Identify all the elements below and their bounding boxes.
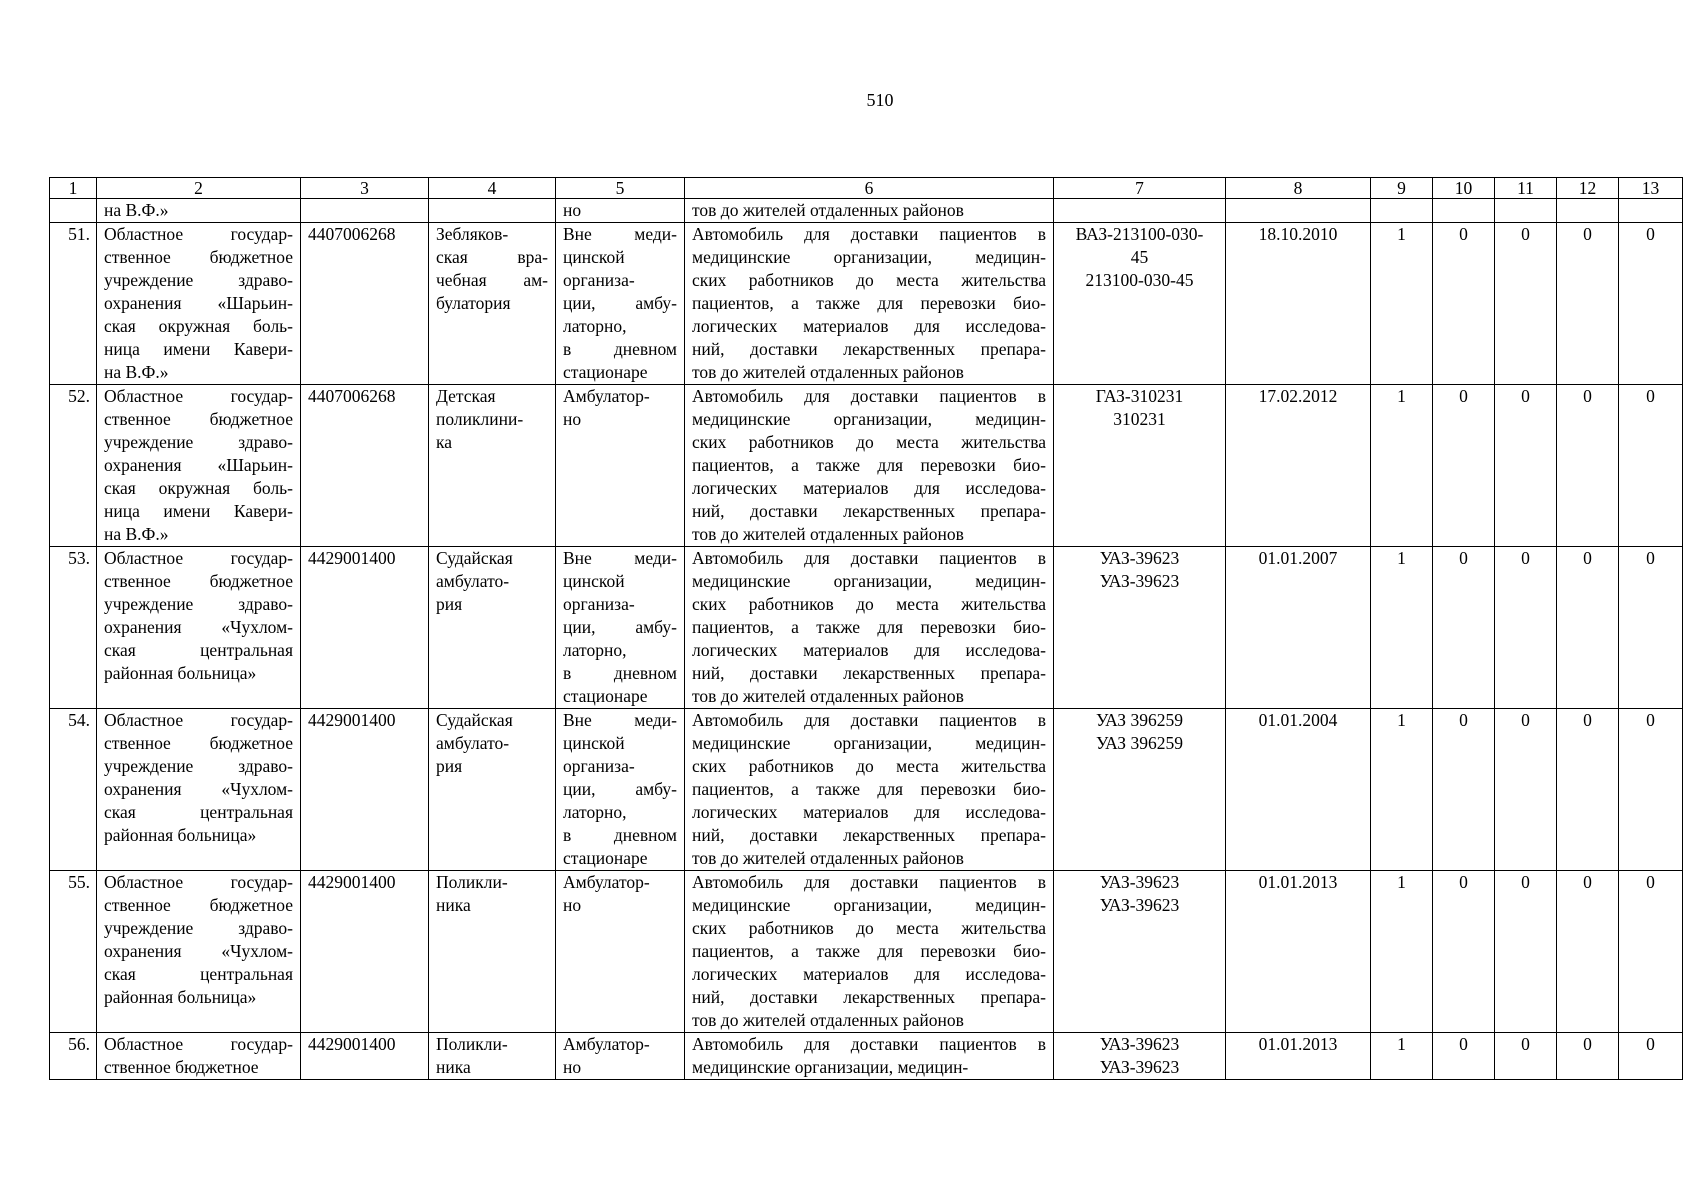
cell-line: стационаре	[563, 848, 648, 868]
cell-line: медицинские организации, медицин-	[692, 409, 1046, 429]
cell-model	[1054, 223, 1226, 385]
cell-purpose	[685, 1033, 1054, 1080]
cell-line: Детская	[436, 386, 496, 406]
cell-line: логических материалов для исследова-	[692, 802, 1046, 822]
cell-inn	[301, 199, 429, 223]
cell-line: Областное государ-	[104, 548, 293, 568]
cell-line: УАЗ 396259	[1096, 733, 1183, 753]
cell-c13: 0	[1619, 385, 1683, 547]
cell-line: учреждение здраво-	[104, 918, 293, 938]
cell-line: цинской	[563, 733, 625, 753]
cell-line: медицинские организации, медицин-	[692, 571, 1046, 591]
cell-num: 56.	[50, 1033, 97, 1080]
cell-line: ская окружная боль-	[104, 478, 293, 498]
cell-line: логических материалов для исследова-	[692, 316, 1046, 336]
cell-line: ний, доставки лекарственных препара-	[692, 501, 1046, 521]
cell-line: Вне меди-	[563, 710, 677, 730]
cell-line: булатория	[436, 293, 511, 313]
cell-line: ская центральная	[104, 964, 293, 984]
cell-inn: 4429001400	[301, 871, 429, 1033]
cell-line: Поликли-	[436, 872, 508, 892]
cell-c9: 1	[1371, 871, 1433, 1033]
cell-purpose	[685, 547, 1054, 709]
cell-line: ская центральная	[104, 640, 293, 660]
cell-line: УАЗ-39623	[1099, 872, 1180, 892]
cell-line: охранения «Шарьин-	[104, 293, 293, 313]
cell-c10: 0	[1433, 547, 1495, 709]
cell-line: пациентов, а также для перевозки био-	[692, 779, 1046, 799]
cell-line: пациентов, а также для перевозки био-	[692, 293, 1046, 313]
cell-c11: 0	[1495, 709, 1557, 871]
cell-line: на В.Ф.»	[104, 524, 169, 544]
cell-inn: 4407006268	[301, 223, 429, 385]
cell-c13: 0	[1619, 547, 1683, 709]
cell-line: ница имени Кавери-	[104, 501, 293, 521]
cell-c13: 0	[1619, 1033, 1683, 1080]
cell-line: в дневном	[563, 825, 677, 845]
cell-line: Вне меди-	[563, 548, 677, 568]
cell-purpose	[685, 385, 1054, 547]
table-row	[50, 709, 1683, 871]
cell-line: амбулато-	[436, 733, 510, 753]
cell-condition	[556, 709, 685, 871]
cell-c10: 0	[1433, 871, 1495, 1033]
column-header-1: 1	[50, 178, 97, 199]
cell-line: учреждение здраво-	[104, 756, 293, 776]
cell-c13: 0	[1619, 223, 1683, 385]
column-header-11: 11	[1495, 178, 1557, 199]
cell-line: рия	[436, 594, 463, 614]
column-header-12: 12	[1557, 178, 1619, 199]
cell-line: ственное бюджетное	[104, 571, 293, 591]
cell-line: тов до жителей отдаленных районов	[692, 524, 964, 544]
cell-line: чебная ам-	[436, 270, 548, 290]
cell-line: 45	[1130, 247, 1149, 267]
cell-model	[1054, 199, 1226, 223]
cell-organization	[97, 547, 301, 709]
column-header-8: 8	[1226, 178, 1371, 199]
cell-line: организа-	[563, 594, 635, 614]
column-header-5: 5	[556, 178, 685, 199]
cell-unit	[429, 547, 556, 709]
cell-line: пациентов, а также для перевозки био-	[692, 941, 1046, 961]
cell-c9: 1	[1371, 547, 1433, 709]
cell-num: 53.	[50, 547, 97, 709]
cell-date: 01.01.2007	[1226, 547, 1371, 709]
cell-c13	[1619, 199, 1683, 223]
cell-line: ских работников до места жительства	[692, 432, 1046, 452]
cell-line: ника	[436, 1057, 471, 1077]
cell-line: поликлини-	[436, 409, 524, 429]
cell-line: ских работников до места жительства	[692, 270, 1046, 290]
cell-line: латорно,	[563, 640, 627, 660]
cell-c9: 1	[1371, 1033, 1433, 1080]
cell-purpose	[685, 223, 1054, 385]
cell-line: охранения «Чухлом-	[104, 941, 293, 961]
cell-model	[1054, 385, 1226, 547]
page-number: 510	[866, 90, 894, 110]
cell-line: Автомобиль для доставки пациентов в	[692, 386, 1046, 406]
cell-purpose	[685, 709, 1054, 871]
cell-date: 17.02.2012	[1226, 385, 1371, 547]
cell-c9: 1	[1371, 223, 1433, 385]
cell-date	[1226, 199, 1371, 223]
cell-c11: 0	[1495, 871, 1557, 1033]
cell-c12: 0	[1557, 709, 1619, 871]
cell-unit	[429, 709, 556, 871]
cell-line: УАЗ-39623	[1099, 548, 1180, 568]
cell-line: ских работников до места жительства	[692, 918, 1046, 938]
cell-line: охранения «Чухлом-	[104, 617, 293, 637]
cell-line: амбулато-	[436, 571, 510, 591]
cell-line: Судайская	[436, 548, 513, 568]
cell-line: районная больница»	[104, 825, 257, 845]
cell-inn: 4429001400	[301, 547, 429, 709]
cell-condition	[556, 223, 685, 385]
cell-model	[1054, 1033, 1226, 1080]
cell-line: районная больница»	[104, 663, 257, 683]
cell-model	[1054, 547, 1226, 709]
cell-condition	[556, 1033, 685, 1080]
cell-line: 310231	[1113, 409, 1166, 429]
cell-c9: 1	[1371, 709, 1433, 871]
cell-line: Автомобиль для доставки пациентов в	[692, 710, 1046, 730]
table-row	[50, 385, 1683, 547]
vehicle-registry-table	[49, 177, 1683, 1080]
cell-line: Областное государ-	[104, 386, 293, 406]
continuation-row	[50, 199, 1683, 223]
cell-line: тов до жителей отдаленных районов	[692, 848, 964, 868]
cell-c12: 0	[1557, 223, 1619, 385]
cell-line: Вне меди-	[563, 224, 677, 244]
cell-line: но	[563, 895, 582, 915]
cell-model	[1054, 871, 1226, 1033]
cell-line: ка	[436, 432, 453, 452]
cell-c11: 0	[1495, 385, 1557, 547]
cell-line: ГАЗ-310231	[1095, 386, 1184, 406]
cell-organization	[97, 223, 301, 385]
column-header-4: 4	[429, 178, 556, 199]
column-header-10: 10	[1433, 178, 1495, 199]
column-header-6: 6	[685, 178, 1054, 199]
cell-line: в дневном	[563, 663, 677, 683]
cell-line: логических материалов для исследова-	[692, 640, 1046, 660]
cell-line: 213100-030-45	[1085, 270, 1194, 290]
cell-line: логических материалов для исследова-	[692, 964, 1046, 984]
cell-line: цинской	[563, 247, 625, 267]
cell-line: но	[563, 409, 582, 429]
cell-line: латорно,	[563, 802, 627, 822]
cell-purpose	[685, 871, 1054, 1033]
cell-line: логических материалов для исследова-	[692, 478, 1046, 498]
cell-organization: на В.Ф.»	[97, 199, 301, 223]
cell-unit	[429, 199, 556, 223]
cell-line: ний, доставки лекарственных препара-	[692, 825, 1046, 845]
cell-line: медицинские организации, медицин-	[692, 247, 1046, 267]
cell-c9	[1371, 199, 1433, 223]
cell-organization	[97, 385, 301, 547]
cell-line: УАЗ 396259	[1096, 710, 1183, 730]
cell-line: учреждение здраво-	[104, 270, 293, 290]
cell-line: ний, доставки лекарственных препара-	[692, 663, 1046, 683]
cell-line: ции, амбу-	[563, 617, 677, 637]
cell-line: учреждение здраво-	[104, 594, 293, 614]
cell-unit	[429, 385, 556, 547]
column-header-13: 13	[1619, 178, 1683, 199]
cell-condition	[556, 871, 685, 1033]
cell-purpose: тов до жителей отдаленных районов	[685, 199, 1054, 223]
cell-num: 52.	[50, 385, 97, 547]
cell-line: районная больница»	[104, 987, 257, 1007]
cell-line: Автомобиль для доставки пациентов в	[692, 1034, 1046, 1054]
cell-line: тов до жителей отдаленных районов	[692, 362, 964, 382]
cell-line: УАЗ-39623	[1099, 1057, 1180, 1077]
cell-line: Областное государ-	[104, 224, 293, 244]
cell-line: Автомобиль для доставки пациентов в	[692, 872, 1046, 892]
cell-line: Судайская	[436, 710, 513, 730]
cell-line: ская вра-	[436, 247, 548, 267]
cell-line: цинской	[563, 571, 625, 591]
cell-line: пациентов, а также для перевозки био-	[692, 617, 1046, 637]
cell-line: ских работников до места жительства	[692, 594, 1046, 614]
cell-line: Областное государ-	[104, 872, 293, 892]
cell-line: Автомобиль для доставки пациентов в	[692, 224, 1046, 244]
cell-line: охранения «Чухлом-	[104, 779, 293, 799]
cell-condition	[556, 385, 685, 547]
cell-c11: 0	[1495, 1033, 1557, 1080]
table-row	[50, 871, 1683, 1033]
cell-line: Зебляков-	[436, 224, 509, 244]
cell-num: 51.	[50, 223, 97, 385]
cell-line: ственное бюджетное	[104, 895, 293, 915]
cell-unit	[429, 223, 556, 385]
cell-line: ница имени Кавери-	[104, 339, 293, 359]
cell-line: ции, амбу-	[563, 293, 677, 313]
cell-line: УАЗ-39623	[1099, 1034, 1180, 1054]
column-header-2: 2	[97, 178, 301, 199]
cell-c13: 0	[1619, 709, 1683, 871]
cell-organization	[97, 709, 301, 871]
cell-date: 01.01.2013	[1226, 1033, 1371, 1080]
column-header-3: 3	[301, 178, 429, 199]
cell-date: 18.10.2010	[1226, 223, 1371, 385]
cell-line: ская центральная	[104, 802, 293, 822]
cell-line: в дневном	[563, 339, 677, 359]
cell-line: УАЗ-39623	[1099, 571, 1180, 591]
cell-condition: но	[556, 199, 685, 223]
cell-date: 01.01.2004	[1226, 709, 1371, 871]
cell-line: тов до жителей отдаленных районов	[692, 1010, 964, 1030]
cell-model	[1054, 709, 1226, 871]
cell-line: на В.Ф.»	[104, 362, 169, 382]
cell-line: медицинские организации, медицин-	[692, 1057, 969, 1077]
cell-line: ний, доставки лекарственных препара-	[692, 339, 1046, 359]
cell-inn: 4429001400	[301, 709, 429, 871]
cell-c10: 0	[1433, 223, 1495, 385]
cell-line: Амбулатор-	[563, 1034, 650, 1054]
cell-date: 01.01.2013	[1226, 871, 1371, 1033]
cell-line: латорно,	[563, 316, 627, 336]
column-header-7: 7	[1054, 178, 1226, 199]
cell-c12	[1557, 199, 1619, 223]
cell-line: организа-	[563, 270, 635, 290]
cell-line: медицинские организации, медицин-	[692, 733, 1046, 753]
table-header-row	[50, 178, 1683, 199]
cell-num: 55.	[50, 871, 97, 1033]
cell-line: Автомобиль для доставки пациентов в	[692, 548, 1046, 568]
cell-line: охранения «Шарьин-	[104, 455, 293, 475]
cell-line: стационаре	[563, 362, 648, 382]
cell-organization	[97, 871, 301, 1033]
cell-line: УАЗ-39623	[1099, 895, 1180, 915]
cell-line: ственное бюджетное	[104, 1057, 259, 1077]
cell-line: учреждение здраво-	[104, 432, 293, 452]
cell-c11	[1495, 199, 1557, 223]
column-header-9: 9	[1371, 178, 1433, 199]
cell-num: 54.	[50, 709, 97, 871]
cell-c11: 0	[1495, 223, 1557, 385]
cell-line: ская окружная боль-	[104, 316, 293, 336]
cell-line: Областное государ-	[104, 710, 293, 730]
cell-c12: 0	[1557, 385, 1619, 547]
cell-line: Амбулатор-	[563, 872, 650, 892]
cell-line: пациентов, а также для перевозки био-	[692, 455, 1046, 475]
cell-line: но	[563, 1057, 582, 1077]
cell-line: Областное государ-	[104, 1034, 293, 1054]
cell-num	[50, 199, 97, 223]
cell-line: ции, амбу-	[563, 779, 677, 799]
cell-line: ника	[436, 895, 471, 915]
cell-line: стационаре	[563, 686, 648, 706]
cell-line: ственное бюджетное	[104, 409, 293, 429]
table-row	[50, 547, 1683, 709]
cell-unit	[429, 1033, 556, 1080]
table-row	[50, 223, 1683, 385]
cell-c10: 0	[1433, 1033, 1495, 1080]
cell-line: ских работников до места жительства	[692, 756, 1046, 776]
cell-condition	[556, 547, 685, 709]
cell-line: ВАЗ-213100-030-	[1075, 224, 1204, 244]
cell-line: организа-	[563, 756, 635, 776]
cell-line: ственное бюджетное	[104, 247, 293, 267]
cell-line: Амбулатор-	[563, 386, 650, 406]
cell-line: ний, доставки лекарственных препара-	[692, 987, 1046, 1007]
cell-line: рия	[436, 756, 463, 776]
cell-line: медицинские организации, медицин-	[692, 895, 1046, 915]
cell-c10: 0	[1433, 385, 1495, 547]
cell-c13: 0	[1619, 871, 1683, 1033]
cell-c11: 0	[1495, 547, 1557, 709]
cell-c12: 0	[1557, 1033, 1619, 1080]
cell-inn: 4429001400	[301, 1033, 429, 1080]
cell-c9: 1	[1371, 385, 1433, 547]
cell-organization	[97, 1033, 301, 1080]
cell-c12: 0	[1557, 871, 1619, 1033]
table-row	[50, 1033, 1683, 1080]
cell-inn: 4407006268	[301, 385, 429, 547]
cell-c12: 0	[1557, 547, 1619, 709]
cell-unit	[429, 871, 556, 1033]
cell-c10	[1433, 199, 1495, 223]
cell-c10: 0	[1433, 709, 1495, 871]
cell-line: Поликли-	[436, 1034, 508, 1054]
cell-line: ственное бюджетное	[104, 733, 293, 753]
cell-line: тов до жителей отдаленных районов	[692, 686, 964, 706]
